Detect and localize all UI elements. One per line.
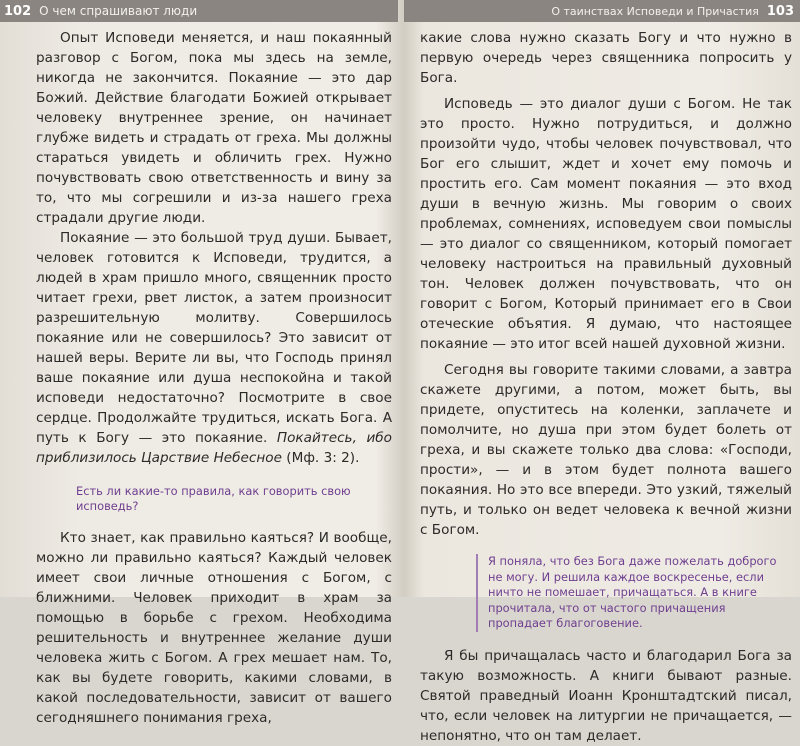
left-paragraph-2-text: Покаяние — это большой труд души. Бывает, человек готовится к Исповеди, трудится, а людей в храм пришло много, священник просто читает грехи, рвет листок, а затем произносит разрешительную молитву. Совершилось покаяние или не совершилось? Это зависит от нашей веры. Верите ли вы, что Господь принял ваше покаяние или душа неспокойна и такой исповеди недостаточно? Посмотрите в свое сердце. Продолжайте трудиться, искать Бога. А путь к Богу — это покаяние.	[36, 230, 392, 446]
left-page	[0, 0, 398, 726]
right-paragraph-2: Исповедь — это диалог души с Богом. Не так это просто. Нужно потрудиться, и должно произойти чудо, чтобы человек почувствовал, что Бог его слышит, ждет и хочет ему помочь и простить его. Сам момент покаяния — это вход души в вечную жизнь. Мы говорим о своих проблемах, сомнениях, исповедуем свои помыслы — это диалог со священником, который помогает человеку настроиться на правильный духовный тон. Человек должен почувствовать, что он говорит с Богом, Который принимает его в Свои отеческие объятия. Я думаю, что настоящее покаяние — это итог всей нашей духовной жизни.	[420, 96, 792, 352]
right-paragraph-4: Я бы причащалась часто и благодарил Бога за такую возможность. А книги бывают разные. Святой праведный Иоанн Кронштадтский писал, что, если человек на литургии не причащается, — непонятно, что он там делает.	[420, 647, 792, 744]
right-page-header	[404, 0, 800, 22]
reader-question: Есть ли какие-то правила, как говорить свою исповедь?	[76, 484, 351, 513]
right-page	[404, 0, 800, 744]
right-running-title: О таинствах Исповеди и Причастия	[551, 4, 759, 18]
left-paragraph-2	[36, 228, 392, 468]
right-paragraph-1: какие слова нужно сказать Богу и что нужно в первую очередь через священника попросить у Бога.	[420, 30, 792, 86]
left-page-number: 102	[4, 3, 32, 19]
right-page-body	[420, 28, 792, 746]
left-page-header	[0, 0, 398, 22]
right-page-number: 103	[766, 3, 794, 19]
left-paragraph-1: Опыт Исповеди меняется, и наш покаянный разговор с Богом, пока мы здесь на земле, никогда не закончится. Покаяние — это дар Божий. Действие благодати Божией открывает человеку внутреннее зрение, он начинает глубже видеть и страдать от греха. Мы должны стараться увидеть и обличить грех. Нужно почувствовать свою ответственность и вину за то, что мы согрешили и из-за нашего греха страдали другие люди.	[36, 30, 392, 226]
left-running-title: О чем спрашивают люди	[39, 4, 198, 18]
scripture-reference: (Мф. 3: 2).	[286, 450, 360, 466]
left-paragraph-3: Кто знает, как правильно каяться? И вообще, можно ли правильно каяться? Каждый человек имеет свои личные отношения с Богом, с ближними. Человек приходит в храм за помощью в борьбе с грехом. Необходима решительность и внутреннее желание души человека жить с Богом. А грех мешает нам. То, как вы будете говорить, какими словами, в какой последовательности, зависит от вашего сегодняшнего понимания греха,	[36, 530, 392, 726]
left-page-body	[36, 28, 392, 728]
scripture-quote: Покайтесь, ибо приблизилось Царствие Небесное	[36, 430, 392, 466]
right-paragraph-3: Сегодня вы говорите такими словами, а завтра скажете другими, а потом, может быть, вы придете, опуститесь на коленки, заплачете и помолчите, но душа при этом будет болеть от греха, и вы скажете только два слова: «Господи, прости», — и в этом будет полнота вашего покаяния. Но это все впереди. Это узкий, тяжелый путь, и только он ведет человека к вечной жизни с Богом.	[420, 362, 792, 538]
reader-note: Я поняла, что без Бога даже пожелать доброго не могу. И решила каждое воскресенье, если ничто не помешает, причащаться. А в книге прочитала, что от частого причащения пропадает благоговение.	[476, 554, 792, 632]
